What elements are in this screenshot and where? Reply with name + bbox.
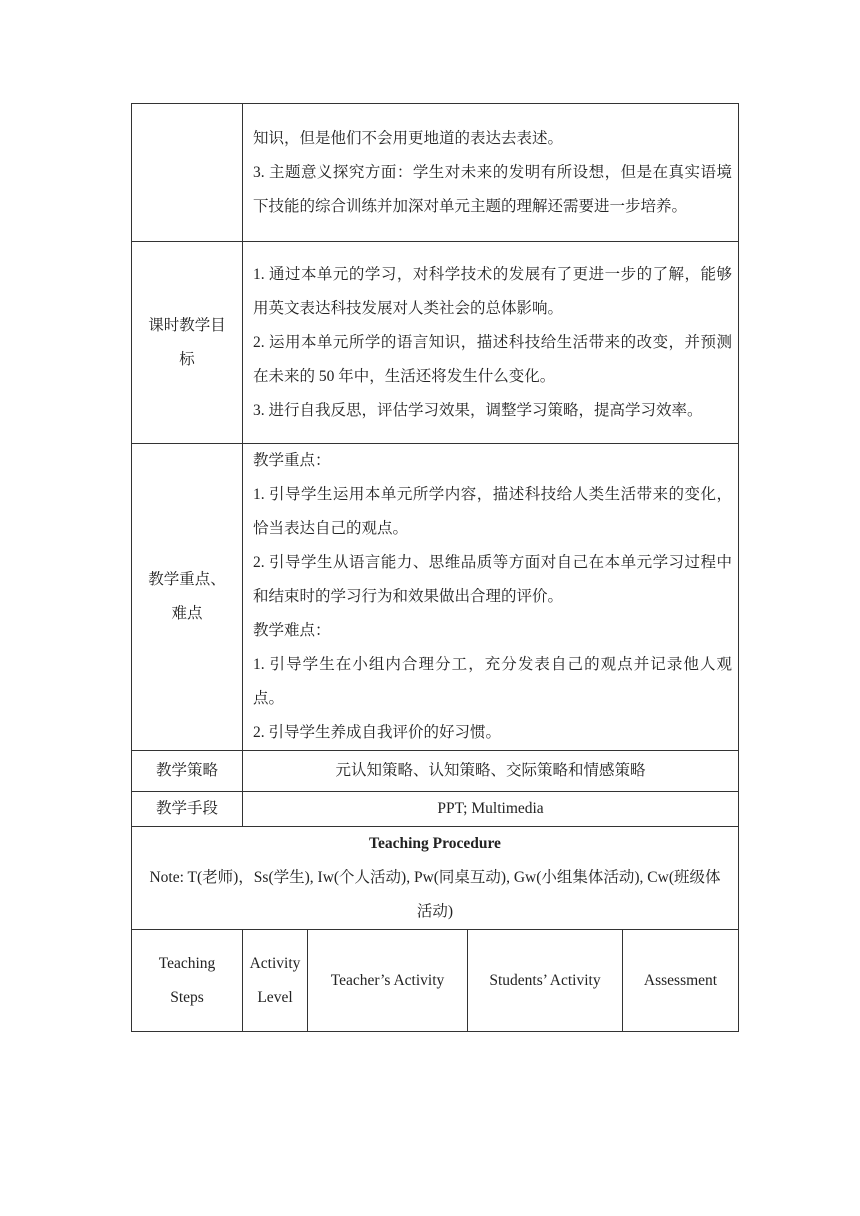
difficulty-2: 2. 引导学生养成自我评价的好习惯。 — [253, 724, 502, 741]
lesson-plan-table — [131, 103, 739, 1032]
difficulty-1: 1. 引导学生在小组内合理分工，充分发表自己的观点并记录他人观点。 — [253, 656, 733, 707]
header-activity-level-text: Activity Level — [249, 954, 301, 1006]
objective-3: 3. 进行自我反思，评估学习效果，调整学习策略，提高学习效率。 — [253, 401, 703, 419]
strategy-row — [132, 751, 739, 792]
key-points-label — [132, 444, 243, 751]
continuation-label-cell — [132, 104, 243, 242]
means-label: 教学手段 — [132, 792, 243, 827]
continuation-line-2: 3. 主题意义探究方面：学生对未来的发明有所设想，但是在真实语境下技能的综合训练并加深对单元主题的理解还需要进一步培养。 — [253, 163, 733, 215]
procedure-header-row — [132, 930, 739, 1032]
key-points-content — [243, 444, 739, 751]
key-point-2: 2. 引导学生从语言能力、思维品质等方面对自己在本单元学习过程中和结束时的学习行为和效果做出合理的评价。 — [253, 554, 733, 605]
objectives-content — [243, 242, 739, 444]
key-point-1: 1. 引导学生运用本单元所学内容，描述科技给人类生活带来的变化，恰当表达自己的观点。 — [253, 486, 733, 537]
procedure-title: Teaching Procedure — [369, 835, 501, 852]
analysis-continuation-row — [132, 104, 739, 242]
objectives-row — [132, 242, 739, 444]
means-row — [132, 792, 739, 827]
header-teacher-activity: Teacher’s Activity — [308, 930, 468, 1032]
header-activity-level — [243, 930, 308, 1032]
difficulties-heading: 教学难点： — [253, 622, 331, 639]
procedure-row — [132, 827, 739, 930]
procedure-note: Note: T(老师)，Ss(学生), Iw(个人活动), Pw(同桌互动), Gw(小组集体活动), Cw(班级体活动) — [149, 869, 721, 920]
continuation-line-1: 知识，但是他们不会用更地道的表达去表述。 — [253, 129, 564, 147]
strategy-value: 元认知策略、认知策略、交际策略和情感策略 — [243, 751, 739, 792]
objective-1: 1. 通过本单元的学习，对科学技术的发展有了更进一步的了解，能够用英文表达科技发展对人类社会的总体影响。 — [253, 265, 733, 317]
objectives-label-text: 课时教学目标 — [148, 316, 226, 368]
procedure-cell — [132, 827, 739, 930]
objectives-label — [132, 242, 243, 444]
means-value: PPT; Multimedia — [243, 792, 739, 827]
key-points-label-text: 教学重点、难点 — [148, 571, 226, 622]
strategy-label: 教学策略 — [132, 751, 243, 792]
continuation-content — [243, 104, 739, 242]
key-points-row — [132, 444, 739, 751]
header-teaching-steps — [132, 930, 243, 1032]
key-points-heading: 教学重点： — [253, 452, 331, 469]
header-students-activity: Students’ Activity — [468, 930, 623, 1032]
header-assessment: Assessment — [623, 930, 739, 1032]
header-teaching-steps-text: Teaching Steps — [158, 954, 216, 1006]
objective-2: 2. 运用本单元所学的语言知识，描述科技给生活带来的改变，并预测在未来的 50 年中，生活还将发生什么变化。 — [253, 333, 733, 385]
